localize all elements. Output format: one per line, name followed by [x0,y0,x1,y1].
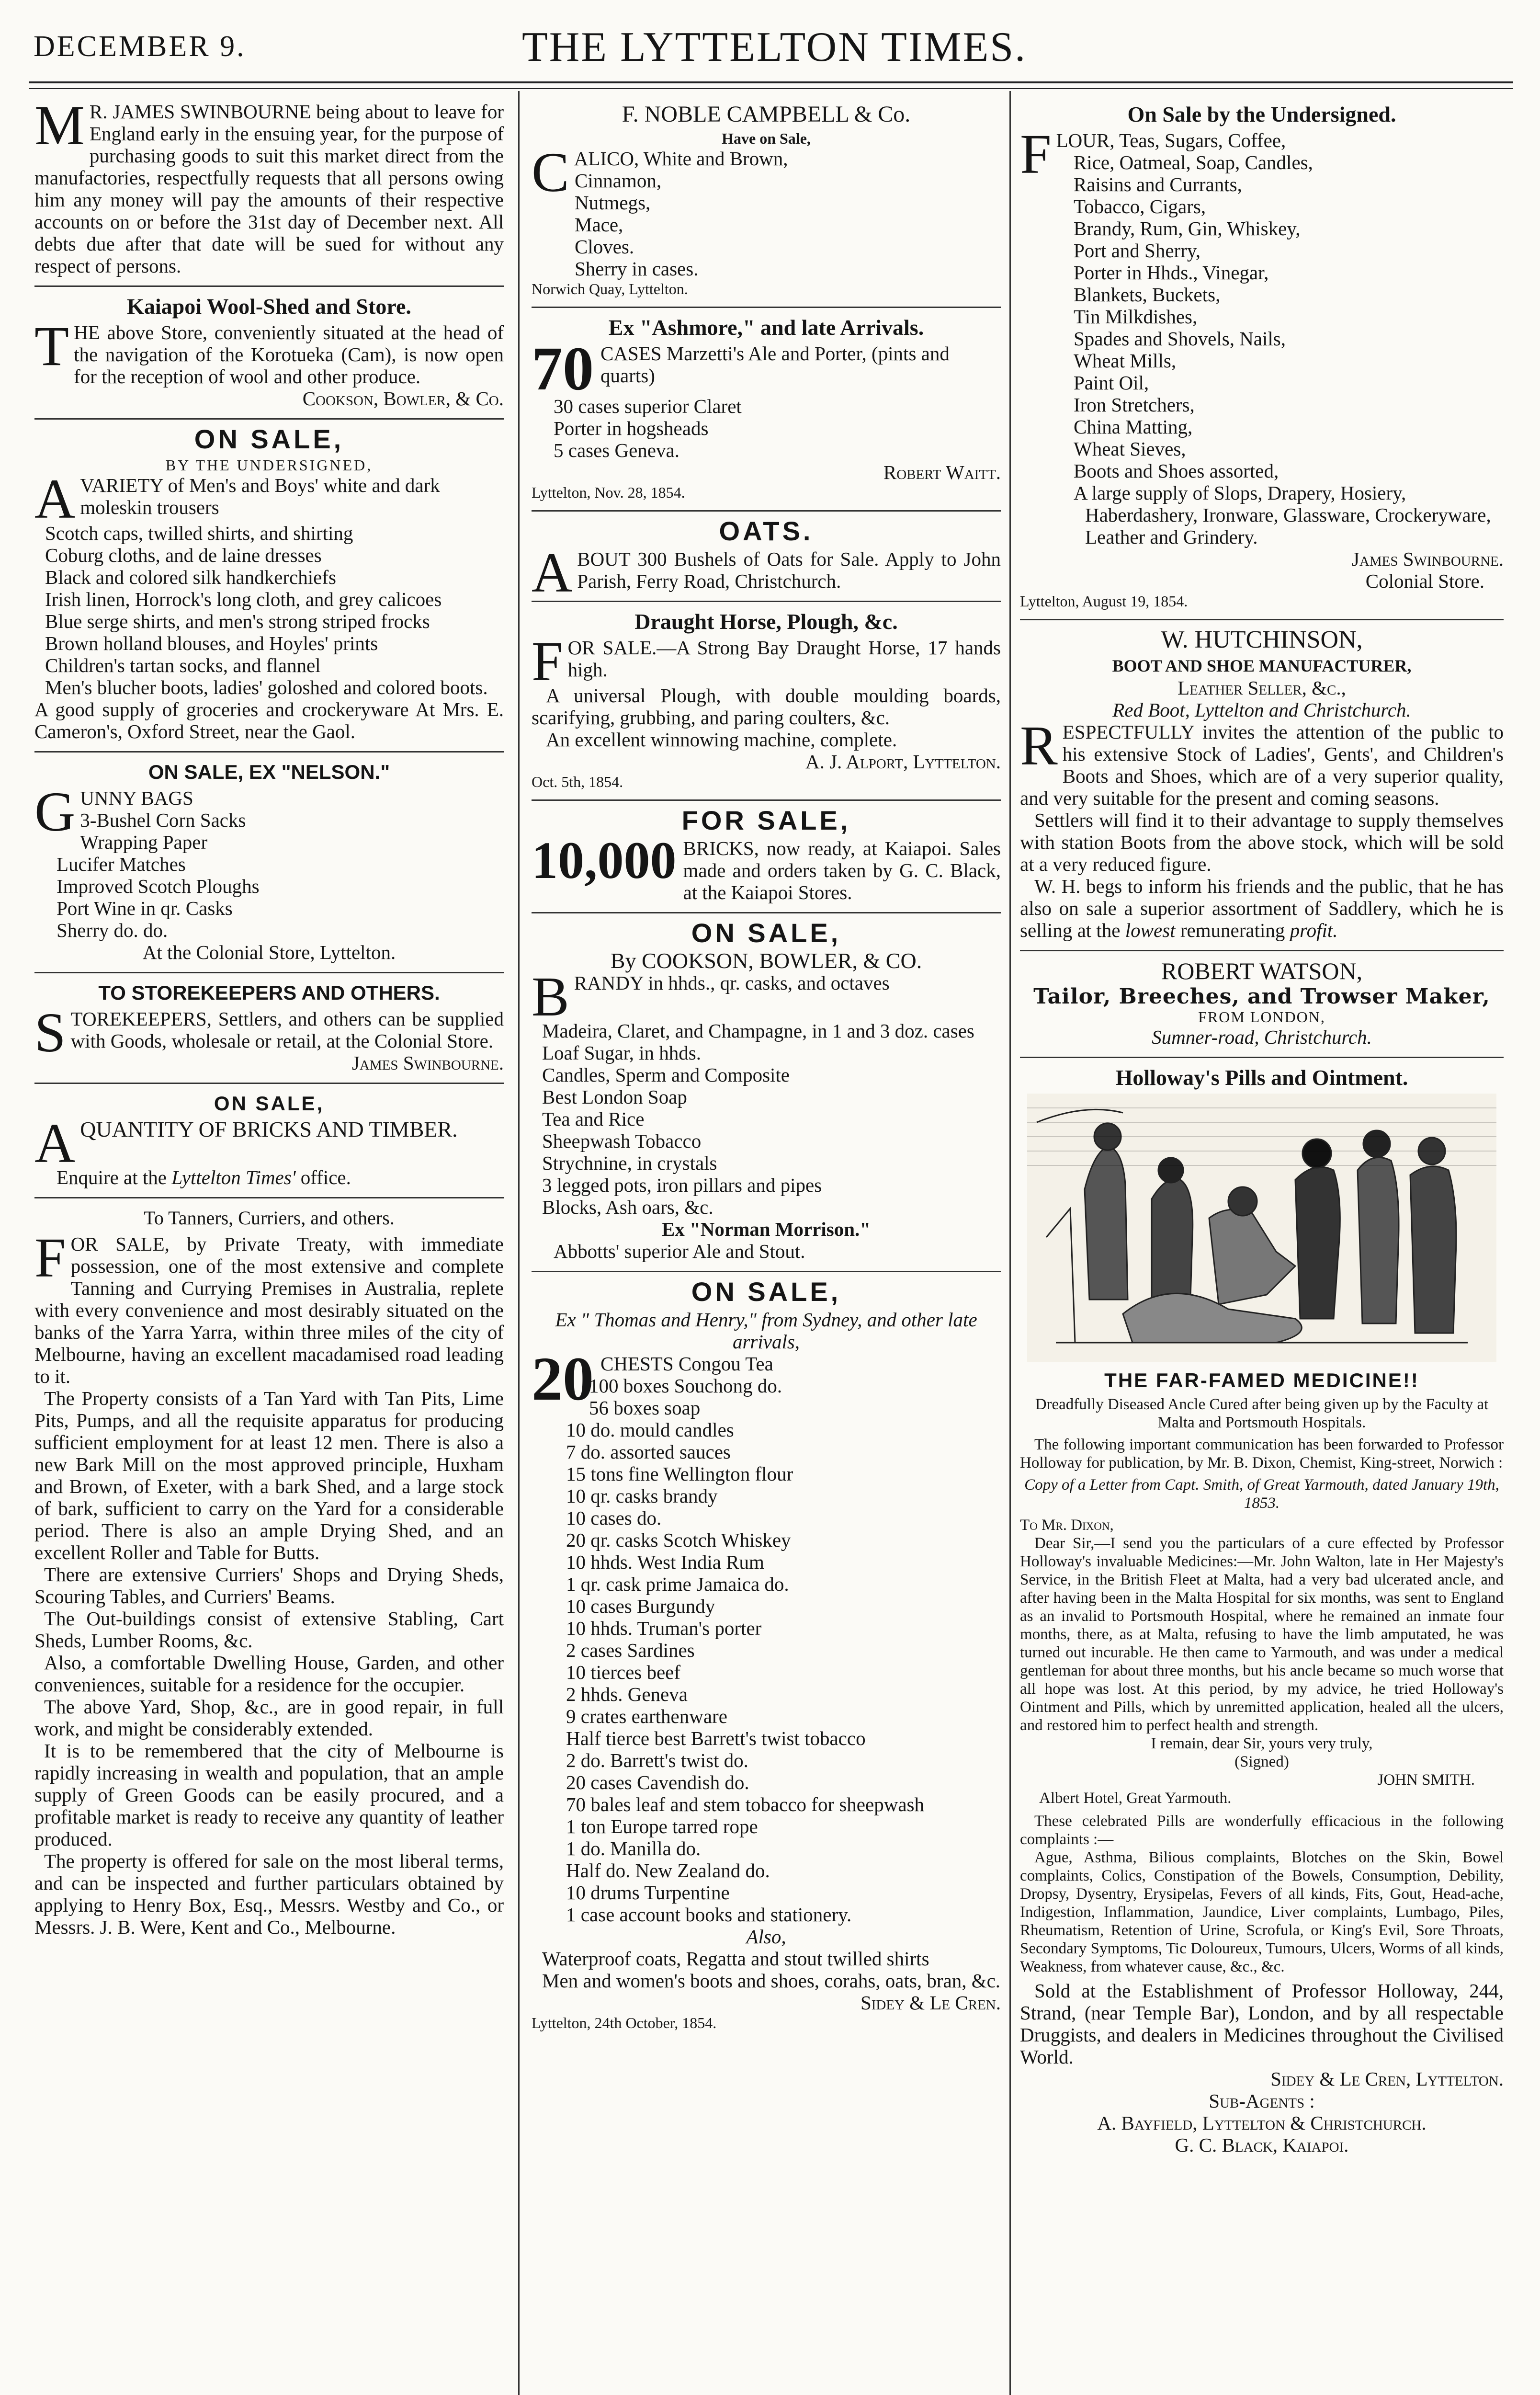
list-item: Raisins and Currants, [1074,173,1242,195]
cookson-ad [532,918,1001,1262]
list-item: 1 ton Europe tarred rope [566,1815,758,1837]
notice-text: R. JAMES SWINBOURNE being about to leave for England early in the ensuing year, for the purpose of purchasing goods to suit this market direct from the manufactories, respectfully requests that all persons owing him any money will pay the amounts of their respective accounts on or before the 31st day of December next. All debts due after that date will be sued for without any respect of persons. [34,101,504,277]
column-3 [1020,101,1504,2156]
list-item: 1 do. Manilla do. [566,1837,701,1859]
list-item: Brandy, Rum, Gin, Whiskey, [1074,217,1301,240]
divider [532,510,1001,512]
list-item: 10 do. mould candles [566,1419,734,1441]
ad-paragraph: W. H. begs to inform his friends and the public, that he has also on sale a superior assortment of Saddlery, which he is selling at the [1020,875,1504,941]
ad-first-line: RANDY in hhds., qr. casks, and octaves [574,972,890,994]
list-item: Cloves. [575,236,634,258]
ad-heading: On Sale by the Undersigned. [1127,102,1396,126]
list-item: Tin Milkdishes, [1074,306,1198,328]
list-item: Boots and Shoes assorted, [1074,460,1279,482]
list-item: Wheat Mills, [1074,350,1177,372]
ad-heading: Ex "Ashmore," and late Arrivals. [608,315,924,340]
list-item: Lucifer Matches [57,853,186,875]
list-item: 2 hhds. Geneva [566,1683,688,1705]
ad-text: BRICKS, now ready, at Kaiapoi. Sales made and orders taken by G. C. Black, at the Kaiapoi Stores. [683,837,1001,903]
enquire-text-end: office. [300,1166,351,1188]
ad-heading: ON SALE, EX "NELSON." [148,761,390,783]
ad-heading: Kaiapoi Wool-Shed and Store. [127,294,411,319]
dropcap: M [34,94,85,157]
dropcap: C [532,141,569,204]
divider [532,912,1001,913]
ad-date: Lyttelton, August 19, 1854. [1020,593,1188,610]
ad-subheading-2: FROM LONDON, [1198,1008,1325,1026]
divider [34,1083,504,1084]
letter-recipient: To Mr. Dixon, [1020,1517,1114,1534]
list-item: 3 legged pots, iron pillars and pipes [542,1174,822,1196]
list-item: Sherry do. do. [57,919,168,941]
ad-first-line: LOUR, Teas, Sugars, Coffee, [1056,129,1286,151]
ad-heading: ON SALE, [214,1092,325,1115]
ad-heading: W. HUTCHINSON, [1161,626,1363,653]
ad-heading: To Tanners, Curriers, and others. [144,1207,395,1229]
list-item: 10 hhds. Truman's porter [566,1617,762,1639]
list-item: Black and colored silk handkerchiefs [45,566,336,588]
list-item: Irish linen, Horrock's long cloth, and grey calicoes [45,588,442,610]
letter-title: Copy of a Letter from Capt. Smith, of Great Yarmouth, dated January 19th, 1853. [1024,1476,1499,1512]
list-item: Blue serge shirts, and men's strong striped frocks [45,610,430,632]
list-item: Scotch caps, twilled shirts, and shirting [45,522,353,544]
list-item: Strychnine, in crystals [542,1152,717,1174]
big-number: 70 [532,334,594,403]
ad-heading: ON SALE, [691,1277,841,1307]
divider [34,972,504,973]
list-item: 2 cases Sardines [566,1639,695,1661]
divider [532,1271,1001,1272]
ad-address: Red Boot, Lyttelton and Christchurch. [1112,699,1411,721]
ad-footer: A good supply of groceries and crockeryware At Mrs. E. Cameron's, Oxford Street, near the Gaol. [34,698,504,742]
ad-paragraph: Settlers will find it to their advantage to supply themselves with station Boots from the above stock, which will be sold at a very reduced figure. [1020,809,1504,875]
list-item: 5 cases Geneva. [554,439,679,461]
list-item: Nutmegs, [575,192,651,214]
list-item: 20 qr. casks Scotch Whiskey [566,1529,791,1551]
bricks-10000-ad [532,805,1001,903]
ad-subheading: Ex "Norman Morrison." [661,1218,871,1240]
column-divider-2 [1009,91,1011,2395]
list-item: 7 do. assorted sauces [566,1441,731,1463]
list-item: Best London Soap [542,1086,687,1108]
ad-signature: Robert Waitt. [883,461,1001,483]
ad-signature: A. J. Alport, Lyttelton. [805,751,1001,773]
ad-first-line: VARIETY of Men's and Boys' white and dark moleskin trousers [80,474,440,518]
list-item: China Matting, [1074,416,1193,438]
dropcap: A [34,468,76,530]
ad-signature-line-2: Colonial Store. [1365,570,1484,592]
sub-agents-label: Sub-Agents : [1209,2090,1315,2112]
list-item: 20 cases Cavendish do. [566,1771,749,1793]
engraving-illustration [1027,1094,1496,1362]
ad-sold-at: Sold at the Establishment of Professor Holloway, 244, Strand, (near Temple Bar), London, and by all respectable Druggists, and dealers in Medicines throughout the Civilised World. [1020,1980,1504,2068]
letter-signed: (Signed) [1234,1753,1289,1770]
divider [34,751,504,753]
list-item: Improved Scotch Ploughs [57,875,260,897]
ad-signature: Cookson, Bowler, & Co. [302,388,504,410]
list-item: Waterproof coats, Regatta and stout twilled shirts [542,1948,929,1970]
ad-heading: ON SALE, [691,918,841,948]
list-item: Half do. New Zealand do. [566,1859,770,1882]
ad-subheading: BY THE UNDERSIGNED, [165,456,373,474]
list-item: Port and Sherry, [1074,240,1200,262]
ad-heading: F. NOBLE CAMPBELL & Co. [622,102,911,127]
list-item: 10 drums Turpentine [566,1882,730,1904]
ad-paragraph: The Out-buildings consist of extensive Stabling, Cart Sheds, Lumber Rooms, &c. [34,1608,504,1652]
ad-intro: The following important communication has been forwarded to Professor Holloway for publication, by Mr. B. Dixon, Chemist, King-street, Norwich : [1020,1436,1504,1471]
ad-text: HE above Store, conveniently situated at the head of the navigation of the Korotueka (Cam), is now open for the reception of wool and other produce. [74,321,504,388]
list-item: 9 crates earthenware [566,1705,727,1727]
divider [532,601,1001,602]
hutchinson-ad [1020,626,1504,941]
ad-date: Oct. 5th, 1854. [532,773,623,790]
ad-footer: Norwich Quay, Lyttelton. [532,280,688,297]
ad-date: Lyttelton, Nov. 28, 1854. [532,484,685,501]
ad-heading: OATS. [719,516,814,546]
list-item: Cinnamon, [575,170,662,192]
masthead-rule [29,81,1513,89]
list-item: Blankets, Buckets, [1074,284,1221,306]
ad-first-line: OR SALE.—A Strong Bay Draught Horse, 17 hands high. [567,637,1001,681]
dropcap: R [1020,714,1058,777]
holloway-ad [1020,1067,1504,2156]
dropcap: F [1020,123,1052,185]
ad-subheading: Dreadfully Diseased Ancle Cured after being given up by the Faculty at Malta and Portsmouth Hospitals. [1035,1396,1489,1431]
dropcap: T [34,315,69,377]
list-item: 30 cases superior Claret [554,395,742,417]
dropcap: B [532,965,569,1028]
divider [1020,619,1504,620]
ad-date: Lyttelton, 24th October, 1854. [532,2014,717,2031]
list-item: Loaf Sugar, in hhds. [542,1042,702,1064]
letter-address: Albert Hotel, Great Yarmouth. [1039,1790,1232,1807]
list-item: Coburg cloths, and de laine dresses [45,544,322,566]
list-item: Abbotts' superior Ale and Stout. [554,1240,805,1262]
ad-subheading: Have on Sale, [722,130,811,147]
divider [532,799,1001,801]
ad-paragraph: ESPECTFULLY invites the attention of the public to his extensive Stock of Ladies', Gents', and Children's Boots and Shoes, which are of a very superior quality, and very suitable for the present and coming seasons. [1020,721,1504,809]
ad-text: BOUT 300 Bushels of Oats for Sale. Apply to John Parish, Ferry Road, Christchurch. [577,548,1001,592]
list-item: Mace, [575,214,623,236]
list-item: 1 case account books and stationery. [566,1904,852,1926]
ad-paragraph: The Property consists of a Tan Yard with Tan Pits, Lime Pits, Pumps, and all the requisite apparatus for producing sufficient employment for at least 12 men. There is also a new Bark Mill on the most approved principle, Huxham and Brown, of Exeter, with a bark Shed, and a large stock of bark, sufficient to carry on the Yard for a considerable period. There is also an ample Drying Shed, and an excellent Roller and Table for Butts. [34,1387,504,1563]
list-item: Port Wine in qr. Casks [57,897,233,919]
list-item: Porter in Hhds., Vinegar, [1074,262,1269,284]
emphasis-lowest: lowest [1125,919,1176,941]
ad-heading: ROBERT WATSON, [1161,958,1363,984]
issue-date: DECEMBER 9. [34,30,246,63]
nelson-ad [34,761,504,963]
ad-paragraph: There are extensive Curriers' Shops and Drying Sheds, Scouring Tables, and Curriers' Beams. [34,1563,504,1608]
campbell-ad [532,103,1001,298]
list-item: 10 hhds. West India Rum [566,1551,764,1573]
ad-first-line: ALICO, White and Brown, [574,148,788,170]
dropcap: F [34,1226,66,1289]
divider [34,285,504,287]
list-item: 100 boxes Souchong do. [589,1375,782,1397]
letter-body: Dear Sir,—I send you the particulars of a cure effected by Professor Holloway's invaluable Medicines:—Mr. John Walton, late in Her Majesty's Service, in the British Fleet at Malta, had a very bad ulcerated ancle, and after having been in the Malta Hospital for six months, was sent to England as an invalid to Portsmouth Hospital, where he remained an inmate four months, there, as at Malta, refusing to have the limb amputated, he was turned out incurable. He then came to Yarmouth, and was under a medical gentleman for about three months, but his ancle became so much worse that all hope was lost. At this period, by my advice, he tried Holloway's Ointment and Pills, which by unremitted application, healed all the ulcers, and restored him to perfect health and strength. [1020,1535,1504,1734]
list-item: Half tierce best Barrett's twist tobacco [566,1727,866,1749]
storekeepers-ad [34,982,504,1074]
list-item: Madeira, Claret, and Champagne, in 1 and 3 doz. cases [542,1020,974,1042]
ad-paragraph: The above Yard, Shop, &c., are in good repair, in full work, and might be considerably extended. [34,1696,504,1740]
divider [1020,1057,1504,1058]
tanners-ad [34,1207,504,1938]
list-item: 56 boxes soap [589,1397,701,1419]
dropcap: S [34,1001,66,1064]
dropcap: A [34,1112,76,1175]
emphasis-profit: profit. [1290,919,1338,941]
ashmore-ad [532,317,1001,502]
dropcap: A [532,541,573,604]
undersigned-ad [1020,103,1504,610]
dropcap: G [34,780,76,843]
list-item: Children's tartan socks, and flannel [45,654,321,676]
ad-heading: Holloway's Pills and Ointment. [1115,1065,1408,1090]
ad-text: QUANTITY OF BRICKS AND TIMBER. [80,1117,458,1141]
ad-signature: James Swinbourne. [1351,548,1504,570]
ad-signature: James Swinbourne. [351,1052,504,1074]
list-item: 10 qr. casks brandy [566,1485,718,1507]
bricks-timber-ad [34,1093,504,1188]
letter-signer: JOHN SMITH. [1377,1771,1475,1789]
ad-paragraph: OR SALE, by Private Treaty, with immediate possession, one of the most extensive and complete Tanning and Currying Premises in Australia, replete with every convenience and most desirably situated on the banks of the Yarra Yarra, within three miles of the city of Melbourne, having an excellent macadamised road leading to it. [34,1233,504,1387]
list-item: Tobacco, Cigars, [1074,195,1206,217]
column-1 [34,94,504,1938]
ad-heading: FOR SALE, [681,805,851,835]
ad-address: Sumner-road, Christchurch. [1152,1026,1372,1048]
big-number: 10,000 [532,831,677,890]
kaiapoi-ad [34,296,504,410]
list-item: Iron Stretchers, [1074,394,1195,416]
list-item: Blocks, Ash oars, &c. [542,1196,713,1218]
list-item: 15 tons fine Wellington flour [566,1463,793,1485]
list-item: Rice, Oatmeal, Soap, Candles, [1074,151,1313,173]
list-item: 10 cases Burgundy [566,1595,715,1617]
ad-subheading-2: Leather Seller, &c., [1178,677,1346,699]
ad-subheading: Tailor, Breeches, and Trowser Maker, [1033,984,1490,1009]
ad-efficacious: These celebrated Pills are wonderfully efficacious in the following complaints :— [1020,1813,1504,1848]
divider [532,307,1001,308]
list-item: Paint Oil, [1074,372,1149,394]
enquire-text: Enquire at the [57,1166,167,1188]
on-sale-clothing-ad [34,424,504,742]
ad-paragraph: The property is offered for sale on the most liberal terms, and can be inspected and further particulars obtained by applying to Henry Box, Esq., Messrs. Westby and Co., or Messrs. J. B. Were, Kent and Co., Melbourne. [34,1850,504,1938]
complaints-list: Ague, Asthma, Bilious complaints, Blotches on the Skin, Bowel complaints, Colics, Constipation of the Bowels, Consumption, Debility, Dropsy, Dysentry, Erysipelas, Fevers of all kinds, Fits, Gout, Head-ache, Indigestion, Inflammation, Jaundice, Liver complaints, Lumbago, Piles, Rheumatism, Retention of Urine, Scrofula, or King's Evil, Sore Throats, Secondary Symptoms, Tic Doloureux, Tumours, Ulcers, Worms of all kinds, Weakness, from whatever cause, &c., &c. [1020,1849,1504,1975]
list-item: 2 do. Barrett's twist do. [566,1749,748,1771]
list-item: A large supply of Slops, Drapery, Hosiery, Haberdashery, Ironware, Glassware, Crockeryware, Leather and Grindery. [1074,482,1491,548]
tagline: THE FAR-FAMED MEDICINE!! [1104,1369,1419,1391]
ad-first-line: CHESTS Congou Tea [600,1353,773,1375]
ad-heading: TO STOREKEEPERS AND OTHERS. [98,981,440,1004]
list-item: 70 bales leaf and stem tobacco for sheepwash [566,1793,924,1815]
ad-paragraph: Also, a comfortable Dwelling House, Garden, and other conveniences, suitable for a residence for the occupier. [34,1652,504,1696]
ad-first-line: CASES Marzetti's Ale and Porter, (pints and quarts) [600,342,950,387]
newspaper-name: Lyttelton Times' [171,1166,296,1188]
ad-paragraph-mid: remunerating [1180,919,1285,941]
sub-agent: A. Bayfield, Lyttelton & Christchurch. [1097,2112,1427,2134]
ad-footer: At the Colonial Store, Lyttelton. [142,941,396,963]
divider [34,1197,504,1198]
list-item: 10 tierces beef [566,1661,681,1683]
watson-ad [1020,960,1504,1048]
divider [1020,950,1504,951]
column-divider-1 [518,91,520,2395]
ad-subheading: By COOKSON, BOWLER, & CO. [610,948,922,973]
draught-horse-ad [532,611,1001,791]
ad-signature: Sidey & Le Cren, Lyttelton. [1270,2068,1504,2090]
big-number: 20 [532,1345,594,1414]
ad-paragraph: A universal Plough, with double moulding boards, scarifying, grubbing, and paring coulters, &c. [532,684,1001,729]
list-item: 1 qr. cask prime Jamaica do. [566,1573,789,1595]
ad-text: TOREKEEPERS, Settlers, and others can be supplied with Goods, wholesale or retail, at the Colonial Store. [70,1008,504,1052]
ad-first-line: UNNY BAGS [80,787,193,809]
ad-paragraph: It is to be remembered that the city of Melbourne is rapidly increasing in wealth and population, that an ample supply of Green Goods can be easily procured, and a profitable market is ready to receive any quantity of leather produced. [34,1740,504,1850]
list-item: Men and women's boots and shoes, corahs, oats, bran, &c. [542,1970,1001,1992]
ad-heading: ON SALE, [194,424,344,454]
list-item: Porter in hogsheads [554,417,709,439]
ad-heading: Draught Horse, Plough, &c. [634,609,898,634]
ad-signature: Sidey & Le Cren. [860,1992,1001,2014]
list-item: Candles, Sperm and Composite [542,1064,790,1086]
column-2 [532,101,1001,2032]
ad-subheading: Ex " Thomas and Henry," from Sydney, and other late arrivals, [555,1309,977,1353]
list-item: Sherry in cases. [575,258,699,280]
list-item: 10 cases do. [566,1507,662,1529]
letter-closing: I remain, dear Sir, yours very truly, [1151,1735,1373,1752]
list-item: Sheepwash Tobacco [542,1130,702,1152]
list-item: Spades and Shovels, Nails, [1074,328,1286,350]
masthead-title: THE LYTTELTON TIMES. [522,24,1027,70]
list-item: Men's blucher boots, ladies' goloshed and colored boots. [45,676,488,698]
sub-agent: G. C. Black, Kaiapoi. [1175,2134,1349,2156]
also-label: Also, [746,1926,786,1948]
oats-ad [532,516,1001,604]
list-item: 3-Bushel Corn Sacks [80,809,246,831]
list-item: Brown holland blouses, and Hoyles' prints [45,632,378,654]
ad-subheading: BOOT AND SHOE MANUFACTURER, [1112,656,1412,675]
swinbourne-notice [34,94,504,277]
list-item: Tea and Rice [542,1108,645,1130]
divider [34,418,504,420]
list-item: Wheat Sieves, [1074,438,1186,460]
thomas-henry-ad [532,1277,1001,2032]
dropcap: F [532,630,563,693]
list-item: Wrapping Paper [80,831,208,853]
ad-paragraph: An excellent winnowing machine, complete. [546,729,897,751]
